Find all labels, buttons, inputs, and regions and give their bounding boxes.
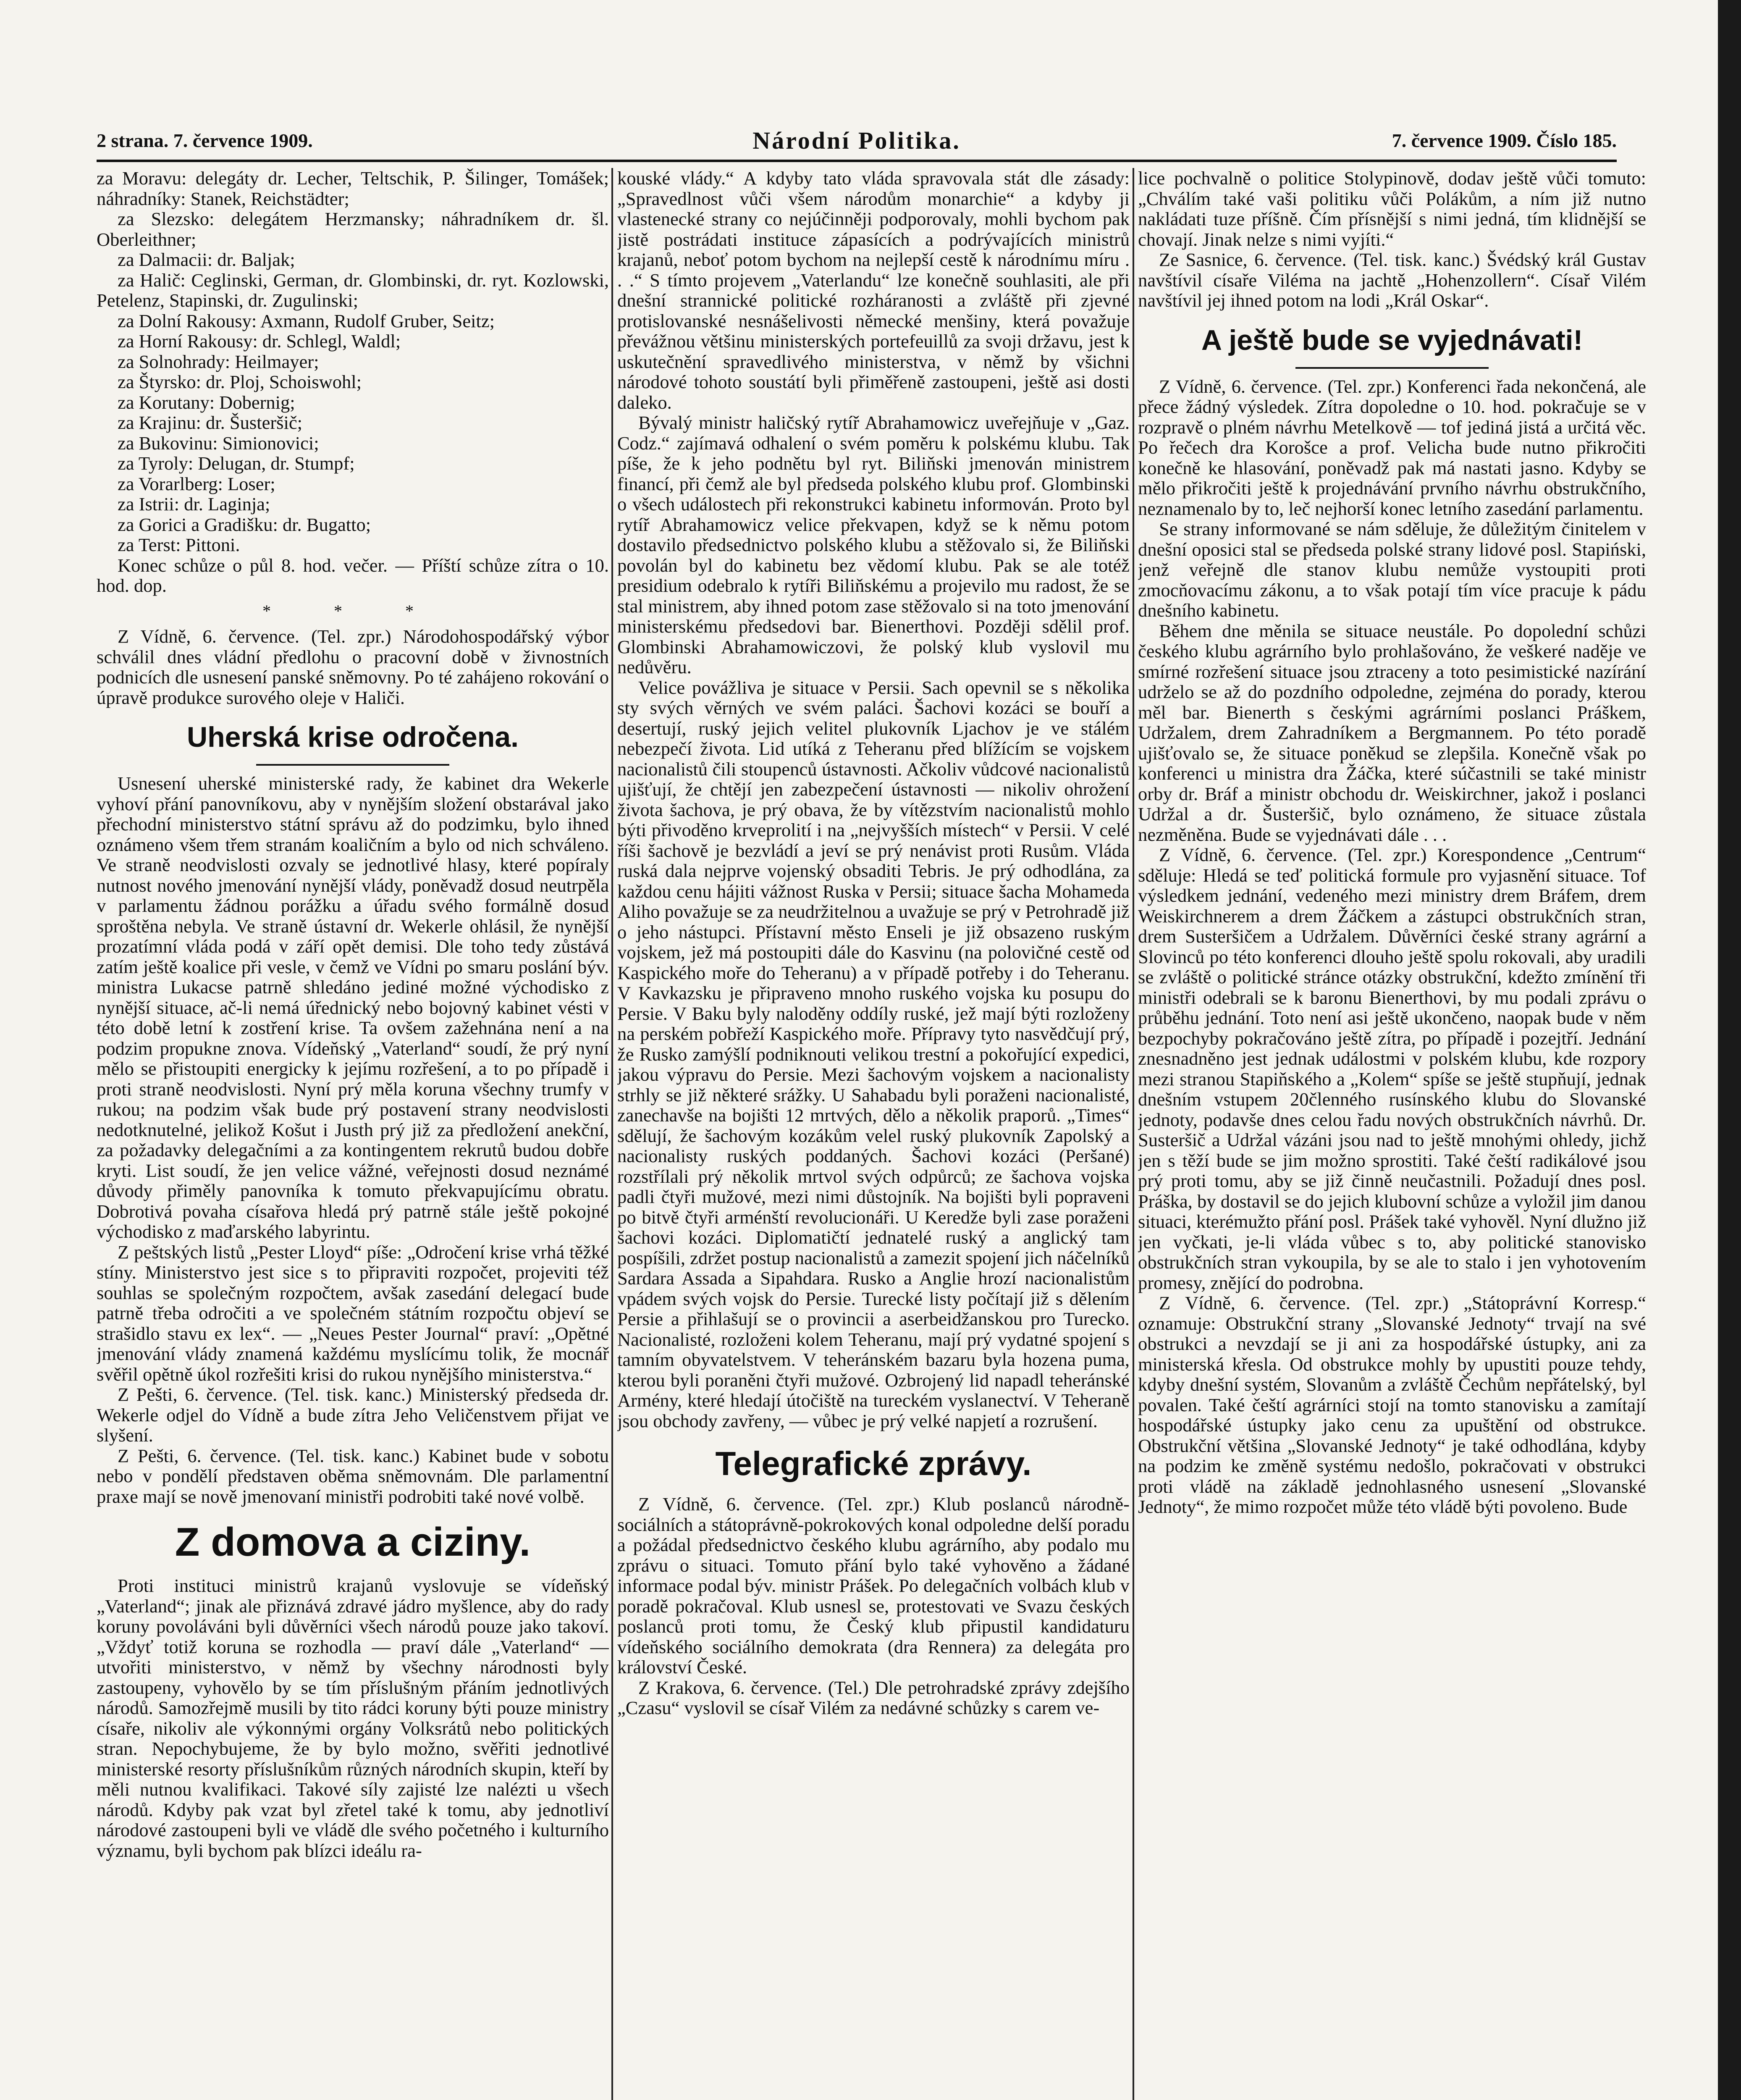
page-header xyxy=(97,126,1617,162)
header-date-left: 2 strana. 7. července 1909. xyxy=(97,130,313,151)
delegates-vorarlberg: za Vorarlberg: Loser; xyxy=(118,473,275,494)
pest-report-1: Z Pešti, 6. července. (Tel. tisk. kanc.) Ministerský předseda dr. Wekerle odjel do Vídně a bude zítra Jeho Veličenstvem přijat ve slyšení. xyxy=(97,1384,609,1446)
pest-report-2: Z Pešti, 6. července. (Tel. tisk. kanc.) Kabinet bude v sobotu nebo v pondělí představen oběma sněmovnám. Dle parlamentní praxe mají se nově jmenovaní ministři podrobiti také nové volbě. xyxy=(97,1445,609,1507)
state-rights-report: Z Vídně, 6. července. (Tel. zpr.) „Státoprávní Korresp.“ oznamuje: Obstrukční strany „Slovanské Jednoty“ trvají na své obstrukci a nevzdají se ji ani za hospodářské ústupky, ani za ministerská křesla. Od obstrukce mohly by upustiti pouze tehdy, kdyby dnešní systém, Slovanům a zvláště Čechům nepřátelský, byl povalen. Také čeští agrárníci stojí na tomto stanovisku a zamítají hospodářské ústupky jako cenu za upuštění od obstrukce. Obstrukční většina „Slovanské Jednoty“ je také odhodlána, kdyby na podzim ke změně systému nedošlo, pokračovati v obstrukci proti vládě na základě jednohlasného usnesení „Slovanské Jednoty“, že mimo rozpočet může této vládě býti povoleno. Bude xyxy=(1138,1292,1646,1517)
delegates-carinthia: za Korutany: Dobernig; xyxy=(118,391,295,413)
delegates-styria: za Štyrsko: dr. Ploj, Schoiswohl; xyxy=(118,371,362,392)
delegates-moravia: za Moravu: delegáty dr. Lecher, Teltschik, P. Šilinger, Tomášek; náhradníky: Stanek, Reichstädter; xyxy=(97,168,609,209)
pest-press-quotes: Z peštských listů „Pester Lloyd“ píše: „Odročení krise vrhá těžké stíny. Ministerstvo jest sice s to připraviti rozpočet, projeviti též souhlas se společným rozpočtem, avšak zasedání delegací bude patrně třeba odročiti a ve společném státním rozpočtu objeví se strašidlo stavu ex lex“. — „Neues Pester Journal“ praví: „Opětné jmenování vlády znamená každému myslícímu tolik, že mocnář svěřil opětně úkol rozřešiti krisi do rukou nynějšího ministerstva.“ xyxy=(97,1241,609,1385)
swedish-king-report: Ze Sasnice, 6. července. (Tel. tisk. kanc.) Švédský král Gustav navštívil císaře Viléma na jachtě „Hohenzollern“. Císař Vilém navštívil jej ihned potom na lodi „Král Oskar“. xyxy=(1138,249,1646,311)
section-separator: * * * xyxy=(262,601,443,620)
delegates-dalmatia: za Dalmacii: dr. Baljak; xyxy=(118,249,295,270)
column-3 xyxy=(1138,168,1646,2100)
persia-article: Velice povážliva je situace v Persii. Sach opevnil se s několika sty svých věrných ve svém paláci. Šachovi kozáci se bouří a desertují, ruský jejich velitel plukovník Ljachov je ve stálém nebezpečí života. Lid utíká z Teheranu před blížícím se vojskem nacionalistů čili stoupenců ústavnosti. Ačkoliv vůdcové nacionalistů ujišťují, že chtějí jen zabezpečení ústavnosti — nikoliv ohrožení života šachova, je prý obava, že by vítězstvím nacionalistů mohlo býti přivoděno krveprolití i na „nejvyšších místech“ v Persii. V celé říši šachově je bezvládí a jeví se prý nenávist proti Rusům. Vláda ruská dala nejprve vojenský obsaditi Tebris. Je prý odhodlána, za každou cenu hájiti vážnost Ruska v Persii; situace šacha Mohameda Aliho považuje se za neudržitelnou a uvažuje se prý v Petrohradě již o jeho nástupci. Přístavní město Enseli je již obsazeno ruským vojskem, jež má postoupiti dále do Kasvinu (na polovičné cestě od Kaspického moře do Teheranu) a v případě potřeby i do Teheranu. V Kavkazsku je připraveno mnoho ruského vojska ku posupu do Persie. V Baku byly naloděny oddíly ruské, jež mají býti rozloženy na perském pobřeží Kaspického moře. Přípravy tyto nasvědčují prý, že Rusko zamýšlí podniknouti velikou trestní a pokořující expedici, jakou výpravu do Persie. Mezi šachovým vojskem a nacionalisty strhly se již některé srážky. U Sahabadu byli poraženi nacionalisté, zanechavše na bojišti 12 mrtvých, dělo a několik praporů. „Times“ sdělují, že šachovým kozákům velel ruský plukovník Zapolský a nacionalisty ruských poddaných. Šachovi kozáci (Peršané) rozstřílali prý několik mrtvol svých odpůrců; ze šachova vojska padli čtyři mužové, mezi nimi důstojník. Na bojišti byli popraveni po bitvě čtyři arménští revolucionáři. U Keredže byli zase poraženi šachovi kozáci. Diplomatičtí jednatelé ruský a anglický tam pospíšili, zdržet postup nacionalistů a zamezit spojení jich náčelníků Sardara Assada a Sipahdara. Rusko a Anglie hrozí nacionalistům vpádem svých vojsk do Persie. Turecké listy počítají již s dělením Persie a přihlašují se o provincii a aserbeidžanskou pro Turecko. Nacionalisté, rozloženi kolem Teheranu, mají prý vydatné spojení s tamním obyvatelstvem. V teheránském bazaru byla hozena puma, kterou byli poraněni čtyři mužové. Ozbrojený lid napadl teheránské Armény, které hledají útočiště na tureckém vyslanectví. V Teheraně jsou obchody zavřeny, — vůbec je prý velké napjetí a rozrušení. xyxy=(617,677,1130,1431)
session-end-note: Konec schůze o půl 8. hod. večer. — Příští schůze zítra o 10. hod. dop. xyxy=(97,554,609,596)
situation-report: Během dne měnila se situace neustále. Po dopolední schůzi českého klubu agrárního bylo prohlašováno, že veškeré naděje ve smírné rozřešení situace jsou ztraceny a toto pesimistické nazírání udrželo se až do pozdního odpoledne, zejména do porady, kterou měl bar. Bienerth s českými agrárními poslanci Práškem, Udržalem, drem Zahradníkem a Bergmannem. Po této poradě ujišťovalo se, že situace poněkud se zlepšila. Konečně však po konferenci u ministra dra Žáčka, které súčastnili se také ministr orby dr. Bráf a ministr obchodu dr. Weiskirchner, jakož i poslanci Udržal a dr. Šusteršič, bylo oznámeno, že situace zůstala nezměněna. Bude se vyjednávati dále . . . xyxy=(1138,620,1646,845)
heading-telegraphic-news: Telegrafické zprávy. xyxy=(715,1445,1032,1482)
delegates-istria: za Istrii: dr. Laginja; xyxy=(118,494,270,514)
krakow-report: Z Krakova, 6. července. (Tel.) Dle petrohradské zprávy zdejšího „Czasu“ vyslovil se císař Vilém za nedávné schůzky s carem ve- xyxy=(617,1677,1130,1718)
hungarian-crisis-article: Usnesení uherské ministerské rady, že kabinet dra Wekerle vyhoví přání panovníkovu, aby v nynějším složení obstarával jako přechodní ministerstvo státní správu až do podzimku, bylo ihned oznámeno všem třem stranám koaličním a bylo od nich schváleno. Ve straně neodvislosti ozvaly se jednotlivé hlasy, které popíraly nutnost nového jmenování nynější vlády, poněvadž dosud neutrpěla v parlamentu žádnou porážku a úřadu svého formálně dosud sproštěna nebyla. Ve straně ústavní dr. Wekerle ohlásil, že nynější prozatímní vláda podá v září opět demisi. Dle toho tedy zůstává zatím ještě koalice při vesle, v čemž ve Vídni po smaru poslání býv. ministra Lukacse patrně shledáno jediné možné východisko z nynější situace, ač-li nemá úřednický nebo bojovný kabinet vésti v této době letní k zostření krise. Ta ovšem zažehnána není a na podzim propukne znova. Vídeňský „Vaterland“ soudí, že prý nyní mělo se přistoupiti energicky k jejímu rozřešení, a to po případě i proti straně neodvislosti. Nyní prý měla koruna všechny trumfy v rukou; na podzim však bude prý postavení strany neodvislosti nedotknutelné, jelikož Košut i Justh prý již za předložení anekční, za požadavky delegačními a za kontingentem rekrutů budou dobře kryti. List soudí, že jen velice vážné, veřejnosti dosud neznámé důvody přiměly panovníka k tomuto překvapujícímu obratu. Dobrotivá povaha císařova hledá prý patrně stále ještě pokojné východisko z maďarského labyrintu. xyxy=(97,773,609,1242)
masthead-title: Národní Politika. xyxy=(753,127,961,154)
delegates-carniola: za Krajinu: dr. Šusteršič; xyxy=(118,412,302,433)
heading-negotiations: A ještě bude se vyjednávati! xyxy=(1201,324,1583,356)
delegates-galicia: za Halič: Ceglinski, German, dr. Glombinski, dr. ryt. Kozlowski, Petelenz, Stapinski, dr. Zugulinski; xyxy=(97,269,609,311)
heading-home-and-abroad: Z domova a ciziny. xyxy=(175,1520,531,1564)
centrum-report: Z Vídně, 6. července. (Tel. zpr.) Korespondence „Centrum“ sděluje: Hledá se teď politická formule pro vyjasnění situace. Tof výsledkem jednání, vedeného mezi ministry drem Bráfem, drem Weiskirchnerem a drem Žáčkem a zástupci obstrukčních stran, drem Susteršičem a Udržalem. Důvěrníci české strany agrární a Slovinců po této konferenci dlouho ještě spolu rokovali, aby uradili se zvláště o politické stránce otázky obstrukční, kdežto zmínění tři ministři odebrali se k baronu Bienerthovi, by mu podali zprávu o průběhu jednání. Toto není asi ještě ukončeno, naopak bude v něm bezpochyby pokračováno ještě zítra, po případě i pozejtří. Jednání znesnadněno jest jednak událostmi v polském klubu, kde rozpory mezi stranou Stapiňského a „Kolem“ spíše se ještě stupňují, jednak dnešním vstupem 20členného rusínského klubu do Slovanské jednoty, podavše dnes celou řadu nových obstrukčních návrhů. Dr. Susteršič a Udržal vázáni jsou nad to ještě mnohými ohledy, jichž jen s těží bude se jim možno sprostiti. Také čeští radikálové jsou prý proti tomu, aby se již činně neučastnili. Požadují dnes posl. Práška, by dostavil se do jejich klubovní schůze a vyložil jim danou situaci, kterémužto přání posl. Prášek také vyhověl. Nyní dlužno již jen vyčkati, je-li vláda vůbec s to, aby politické stanovisko obstrukčních stran vykoupila, by se ale to stalo i jen vyhotovením promesy, znějící do podrobna. xyxy=(1138,844,1646,1293)
heading-hungarian-crisis: Uherská krise odročena. xyxy=(187,721,519,753)
heading-underline xyxy=(256,764,449,766)
delegates-trieste: za Terst: Pittoni. xyxy=(118,534,240,555)
delegates-tyrol: za Tyroly: Delugan, dr. Stumpf; xyxy=(118,453,355,474)
scan-edge xyxy=(1718,0,1741,2100)
header-issue-right: 7. července 1909. Číslo 185. xyxy=(1392,130,1617,151)
abrahamowicz-article: Bývalý ministr haličský rytíř Abrahamowicz uveřejňuje v „Gaz. Codz.“ zajímavá odhalení o svém poměru k polskému klubu. Tak píše, že k jeho podnětu byl ryt. Biliňski jmenován ministrem financí, při čemž ale byl předseda polského klubu prof. Glombinski o všech událostech při rekonstrukci kabinetu informován. Proto byl rytíř Abrahamowicz velice překvapen, když se k němu potom dostavilo předsednictvo polského klubu a stěžovalo si, že Biliňski povolán byl do kabinetu bez vědomí klubu. Pak se ale totéž presidium odebralo k rytíři Biliňskému a projevilo mu radost, že se stal ministrem, aby ihned potom zase stěžovalo si na toto jmenování ministerskému předsedovi bar. Bienerthovi. Později sdělil prof. Glombinski Abrahamowiczovi, že polský klub vyslovil mu nedůvěru. xyxy=(617,412,1130,677)
heading-underline-2 xyxy=(1295,367,1489,369)
delegates-upper-austria: za Horní Rakousy: dr. Schlegl, Waldl; xyxy=(118,331,401,352)
economic-committee-report: Z Vídně, 6. července. (Tel. zpr.) Národohospodářský výbor schválil dnes vládní předlohu o pracovní době v živnostních podnicích dle usnesení panské sněmovny. Po té zahájeno rokování o úpravě produkce surového oleje v Haliči. xyxy=(97,626,609,708)
vaterland-article: Proti instituci ministrů krajanů vyslovuje se vídeňský „Vaterland“; jinak ale přiznává zdravé jádro myšlence, aby do rady koruny povoláváni byli důvěrníci všech národů pouze jako takoví. „Vždyť totiž koruna se rozhodla — praví dále „Vaterland“ — utvořiti ministerstvo, v němž by všechny národnosti byly zastoupeny, vyhovělo by se tím příslušným přáním jednotlivých národů. Samozřejmě musili by tito rádci koruny býti pouze ministry císaře, nikoliv ale výkonnými orgány Volksrátů nebo politických stran. Nepochybujeme, že by bylo možno, svěřiti jednotlivé ministerské resorty příslušníkům různých národních skupin, kteří by měli nutnou kvalifikaci. Takové síly zajisté lze nalézti u všech národů. Kdyby pak vzat byl zřetel také k tomu, aby jednotliví národové zastoupeni byli ve vládě dle svého početného i kulturního významu, byli bychom pak blízci ideálu ra- xyxy=(97,1575,609,1861)
vaterland-continued: kouské vlády.“ A kdyby tato vláda spravovala stát dle zásady: „Spravedlnost vůči všem národům monarchie“ a kdyby ji vlastenecké strany co nejúčinněji podporovaly, mohli bychom pak jistě postrádati instituce zápasících a podrývajících ministrů krajanů, neboť potom bychom na nejlepší cestě k národnímu míru . . .“ S tímto projevem „Vaterlandu“ lze konečně souhlasiti, ale při dnešní strannické politické rozháranosti a zvláště při zjevné protislovanské nesnášelivosti německé menšiny, která považuje převážnou většinu ministerských portefeuillů za svoji državu, jest k uskutečnění spravedlivého ministerstva, v němž by všichni národové tohoto soustátí byli přiměřeně zastoupeni, ještě asi dosti daleko. xyxy=(617,168,1130,413)
column-1 xyxy=(97,168,609,2100)
delegates-lower-austria: za Dolní Rakousy: Axmann, Rudolf Gruber, Seitz; xyxy=(118,310,495,331)
column-rule-1 xyxy=(611,168,613,2100)
delegates-silesia: za Slezsko: delegátem Herzmansky; náhradníkem dr. šl. Oberleithner; xyxy=(97,208,609,250)
vienna-club-report: Z Vídně, 6. července. (Tel. zpr.) Klub poslanců národně-sociálních a státoprávně-pokrokových konal odpoledne delší poradu a požádal předsednictvo českého klubu agrárního, aby podalo mu zprávu o situaci. Tomuto přání bylo také vyhověno a žádané informace podal býv. ministr Prášek. Po delegačních volbách klub v poradě pokračoval. Klub usnesl se, protestovati ve Svazu českých poslanců proti tomu, že Český klub připustil kandidaturu vídeňského sociálního demokrata (dra Rennera) za delegáta pro království České. xyxy=(617,1494,1130,1677)
kaiser-quote: lice pochvalně o politice Stolypinově, dodav ještě vůči tomuto: „Chválím také vaši politiku vůči Polákům, a ním již nutno nakládati tuze příšně. Čím přísnější s nimi jedná, tím klidnější se chovají. Jinak nelze s nimi vyjíti.“ xyxy=(1138,168,1646,250)
delegates-salzburg: za Solnohrady: Heilmayer; xyxy=(118,351,319,372)
conference-report: Z Vídně, 6. července. (Tel. zpr.) Konferenci řada nekončená, ale přece žádný výsledek. Zítra dopoledne o 10. hod. pokračuje se v rozpravě o plném návrhu Metelkově — tof jediná jistá a určitá věc. Po řečech dra Korošce a prof. Velicha bude nutno přikročiti konečně ke hlasování, poněvadž pak má nastati jasno. Kdyby se mělo přikročiti ještě k projednávání prvního návrhu obstrukčního, neznamenalo by to, leč nejhorší konec letního zasedání parlamentu. xyxy=(1138,375,1646,519)
informed-source-report: Se strany informované se nám sděluje, že důležitým činitelem v dnešní oposici stal se předseda polské strany lidové posl. Stapiński, jenž veřejně dle stanov klubu nemůže vystoupiti proti zmocňovacímu zákonu, a to však potají tím více pracuje k pádu dnešního kabinetu. xyxy=(1138,518,1646,621)
delegates-gorizia: za Gorici a Gradišku: dr. Bugatto; xyxy=(118,514,371,535)
column-2 xyxy=(617,168,1130,2100)
column-rule-2 xyxy=(1133,168,1134,2100)
delegates-bukovina: za Bukovinu: Simionovici; xyxy=(118,432,319,454)
